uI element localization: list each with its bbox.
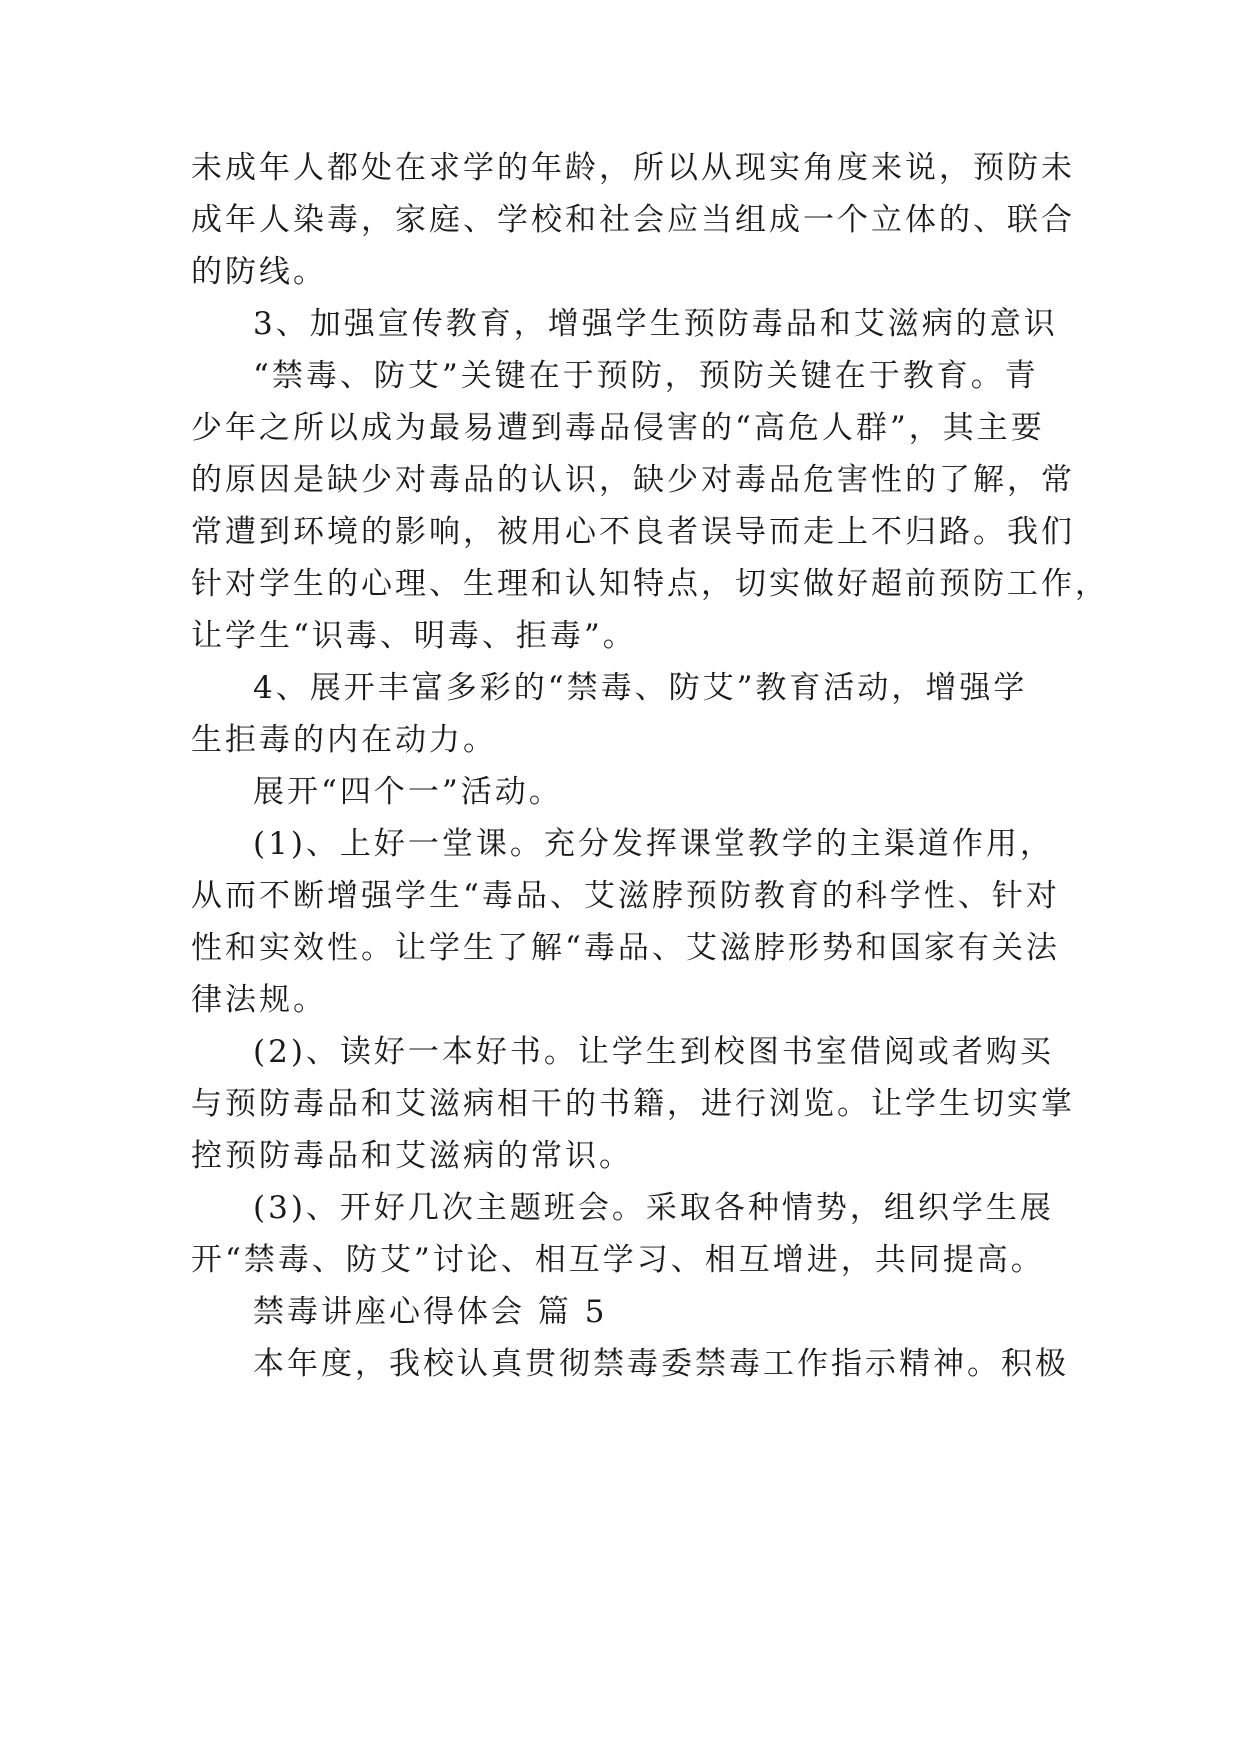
list-item: (1)、上好一堂课。充分发挥课堂教学的主渠道作用， (253, 826, 1054, 862)
list-item: (3)、开好几次主题班会。采取各种情势，组织学生展 (253, 1190, 1054, 1226)
text-line: 从而不断增强学生“毒品、艾滋脖预防教育的科学性、针对 (191, 878, 1060, 914)
text-line: “禁毒、防艾”关键在于预防，预防关键在于教育。青 (253, 358, 1039, 394)
text-line: 少年之所以成为最易遭到毒品侵害的“高危人群”，其主要 (191, 410, 1045, 446)
text-line: 性和实效性。让学生了解“毒品、艾滋脖形势和国家有关法 (191, 930, 1060, 966)
text-line: 控预防毒品和艾滋病的常识。 (191, 1138, 633, 1174)
text-line: 的防线。 (191, 254, 327, 290)
text-line: 成年人染毒，家庭、学校和社会应当组成一个立体的、联合 (191, 202, 1075, 238)
text-line: 未成年人都处在求学的年龄，所以从现实角度来说，预防未 (191, 150, 1075, 186)
section-heading: 4、展开丰富多彩的“禁毒、防艾”教育活动，增强学 (253, 670, 1028, 706)
text-line: 律法规。 (191, 982, 327, 1018)
article-title: 禁毒讲座心得体会 篇 5 (253, 1294, 608, 1330)
text-line: 的原因是缺少对毒品的认识，缺少对毒品危害性的了解，常 (191, 462, 1075, 498)
text-line: 本年度，我校认真贯彻禁毒委禁毒工作指示精神。积极 (253, 1346, 1069, 1382)
text-line: 开“禁毒、防艾”讨论、相互学习、相互增进，共同提高。 (191, 1242, 1045, 1278)
section-heading: 3、加强宣传教育，增强学生预防毒品和艾滋病的意识 (253, 306, 1058, 342)
text-line: 让学生“识毒、明毒、拒毒”。 (191, 618, 637, 654)
text-line: 常遭到环境的影响，被用心不良者误导而走上不归路。我们 (191, 514, 1075, 550)
text-line: 生拒毒的内在动力。 (191, 722, 497, 758)
text-line: 针对学生的心理、生理和认知特点，切实做好超前预防工作， (191, 566, 1109, 602)
text-line: 与预防毒品和艾滋病相干的书籍，进行浏览。让学生切实掌 (191, 1086, 1075, 1122)
text-line: 展开“四个一”活动。 (253, 774, 563, 810)
list-item: (2)、读好一本好书。让学生到校图书室借阅或者购买 (253, 1034, 1054, 1070)
